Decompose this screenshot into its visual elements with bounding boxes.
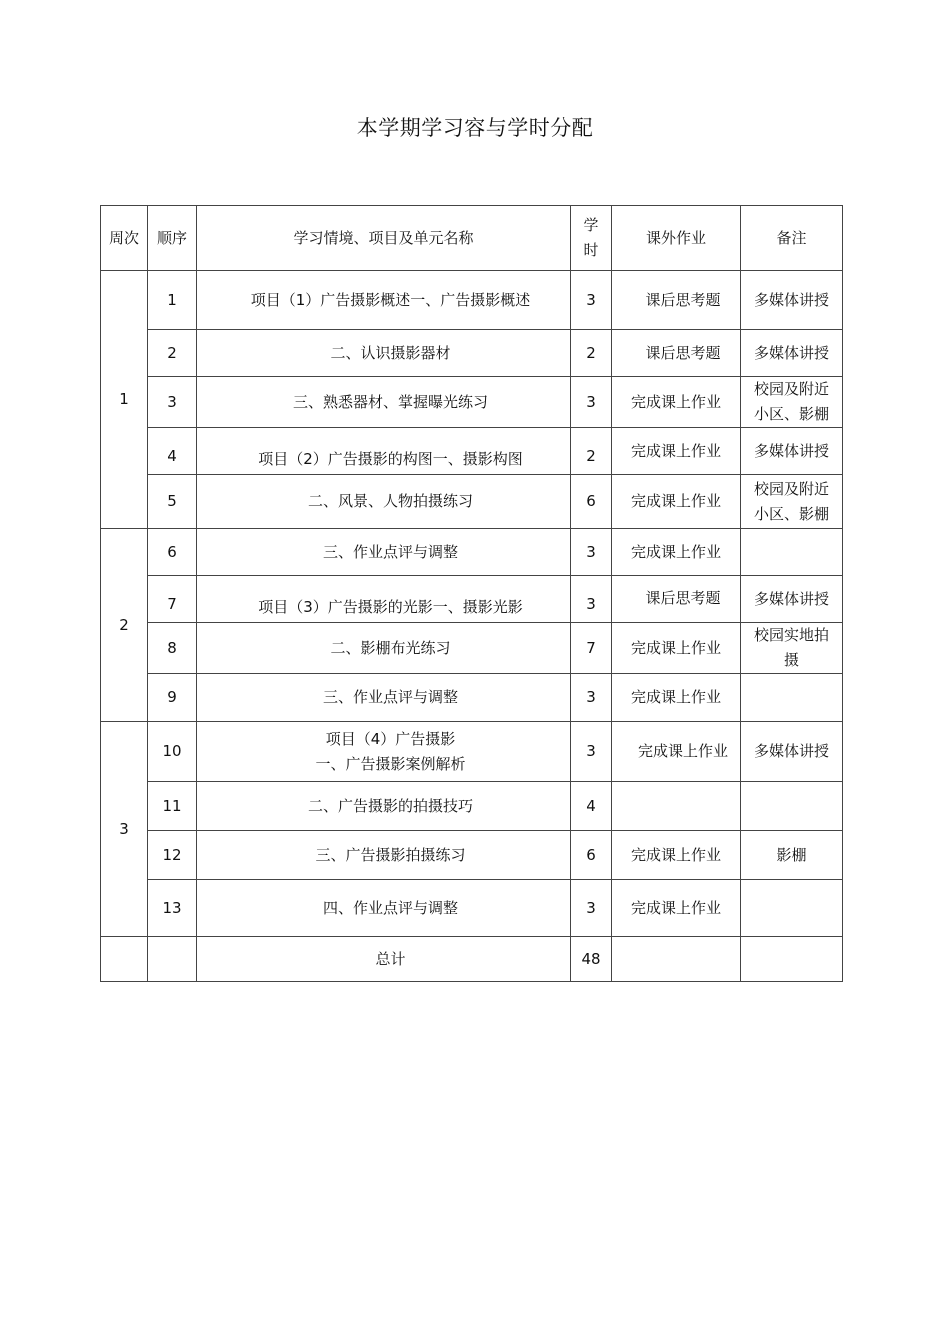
note-line: 校园及附近 xyxy=(753,479,829,498)
homework-cell: 完成课上作业 xyxy=(612,880,741,937)
table-row xyxy=(101,623,843,674)
hours-cell: 3 xyxy=(571,271,612,330)
note-cell xyxy=(741,674,843,722)
homework-cell: 课后思考题 xyxy=(612,330,741,377)
total-note-cell xyxy=(741,937,843,982)
note-line: 小区、影棚 xyxy=(753,504,829,523)
hours-cell: 3 xyxy=(571,880,612,937)
content-cell: 三、广告摄影拍摄练习 xyxy=(197,831,571,880)
order-cell: 12 xyxy=(148,831,197,880)
homework-cell: 完成课上作业 xyxy=(612,674,741,722)
homework-cell: 完成课上作业 xyxy=(612,529,741,576)
order-cell: 3 xyxy=(148,377,197,428)
content-cell: 项目（1）广告摄影概述一、广告摄影概述 xyxy=(197,271,571,330)
week-cell: 1 xyxy=(101,271,148,529)
header-hours-bottom: 时 xyxy=(583,241,599,259)
header-notes: 备注 xyxy=(741,206,843,271)
content-line: 一、广告摄影案例解析 xyxy=(315,754,466,773)
hours-cell: 2 xyxy=(571,330,612,377)
homework-cell xyxy=(612,782,741,831)
order-cell: 8 xyxy=(148,623,197,674)
total-hours: 48 xyxy=(571,937,612,982)
hours-cell: 7 xyxy=(571,623,612,674)
order-cell: 7 xyxy=(148,576,197,623)
note-line: 校园实地拍 xyxy=(753,626,829,644)
table-row xyxy=(101,722,843,782)
content-cell: 二、认识摄影器材 xyxy=(197,330,571,377)
header-content: 学习情境、项目及单元名称 xyxy=(197,206,571,271)
header-homework: 课外作业 xyxy=(612,206,741,271)
homework-cell: 课后思考题 xyxy=(612,576,741,623)
homework-cell: 完成课上作业 xyxy=(612,475,741,529)
order-cell: 11 xyxy=(148,782,197,831)
hours-cell: 4 xyxy=(571,782,612,831)
table-row xyxy=(101,782,843,831)
note-cell xyxy=(741,475,843,529)
order-cell: 5 xyxy=(148,475,197,529)
table-row xyxy=(101,831,843,880)
content-cell: 二、影棚布光练习 xyxy=(197,623,571,674)
table-row xyxy=(101,271,843,330)
week-cell: 2 xyxy=(101,529,148,722)
header-row xyxy=(101,206,843,271)
header-week: 周次 xyxy=(101,206,148,271)
content-cell: 项目（3）广告摄影的光影一、摄影光影 xyxy=(197,576,571,623)
content-cell: 项目（2）广告摄影的构图一、摄影构图 xyxy=(197,428,571,475)
note-cell: 多媒体讲授 xyxy=(741,271,843,330)
note-cell: 多媒体讲授 xyxy=(741,576,843,623)
note-cell xyxy=(741,529,843,576)
order-cell: 6 xyxy=(148,529,197,576)
content-cell: 三、熟悉器材、掌握曝光练习 xyxy=(197,377,571,428)
total-label: 总计 xyxy=(197,937,571,982)
order-cell: 2 xyxy=(148,330,197,377)
note-line: 摄 xyxy=(783,651,799,669)
table-row xyxy=(101,475,843,529)
note-cell: 多媒体讲授 xyxy=(741,330,843,377)
content-cell xyxy=(197,722,571,782)
content-cell: 二、广告摄影的拍摄技巧 xyxy=(197,782,571,831)
content-cell: 二、风景、人物拍摄练习 xyxy=(197,475,571,529)
homework-cell: 完成课上作业 xyxy=(612,831,741,880)
homework-cell: 完成课上作业 xyxy=(612,623,741,674)
table-row xyxy=(101,428,843,475)
hours-cell: 3 xyxy=(571,377,612,428)
total-homework-cell xyxy=(612,937,741,982)
order-cell: 9 xyxy=(148,674,197,722)
hours-cell: 3 xyxy=(571,674,612,722)
order-cell: 13 xyxy=(148,880,197,937)
note-cell xyxy=(741,623,843,674)
total-order-cell xyxy=(148,937,197,982)
note-line: 校园及附近 xyxy=(753,380,829,398)
table-row xyxy=(101,576,843,623)
order-cell: 4 xyxy=(148,428,197,475)
content-cell: 三、作业点评与调整 xyxy=(197,529,571,576)
total-week-cell xyxy=(101,937,148,982)
content-cell: 三、作业点评与调整 xyxy=(197,674,571,722)
table-row xyxy=(101,674,843,722)
hours-cell: 3 xyxy=(571,576,612,623)
order-cell: 10 xyxy=(148,722,197,782)
hours-cell: 3 xyxy=(571,722,612,782)
homework-cell: 完成课上作业 xyxy=(612,722,741,782)
note-cell: 多媒体讲授 xyxy=(741,722,843,782)
schedule-table xyxy=(100,205,843,982)
header-order: 顺序 xyxy=(148,206,197,271)
page-title: 本学期学习容与学时分配 xyxy=(356,116,594,140)
table-row xyxy=(101,330,843,377)
content-cell: 四、作业点评与调整 xyxy=(197,880,571,937)
homework-cell: 完成课上作业 xyxy=(612,377,741,428)
note-line: 小区、影棚 xyxy=(753,405,829,423)
hours-cell: 6 xyxy=(571,831,612,880)
homework-cell: 课后思考题 xyxy=(612,271,741,330)
hours-cell: 6 xyxy=(571,475,612,529)
note-cell xyxy=(741,377,843,428)
table-row xyxy=(101,880,843,937)
table-row xyxy=(101,529,843,576)
order-cell: 1 xyxy=(148,271,197,330)
hours-cell: 2 xyxy=(571,428,612,475)
week-cell: 3 xyxy=(101,722,148,937)
note-cell xyxy=(741,782,843,831)
header-hours xyxy=(571,206,612,271)
note-cell: 多媒体讲授 xyxy=(741,428,843,475)
total-row xyxy=(101,937,843,982)
homework-cell: 完成课上作业 xyxy=(612,428,741,475)
note-cell xyxy=(741,880,843,937)
table-row xyxy=(101,377,843,428)
header-hours-top: 学 xyxy=(583,216,599,234)
content-line: 项目（4）广告摄影 xyxy=(325,729,456,748)
hours-cell: 3 xyxy=(571,529,612,576)
note-cell: 影棚 xyxy=(741,831,843,880)
